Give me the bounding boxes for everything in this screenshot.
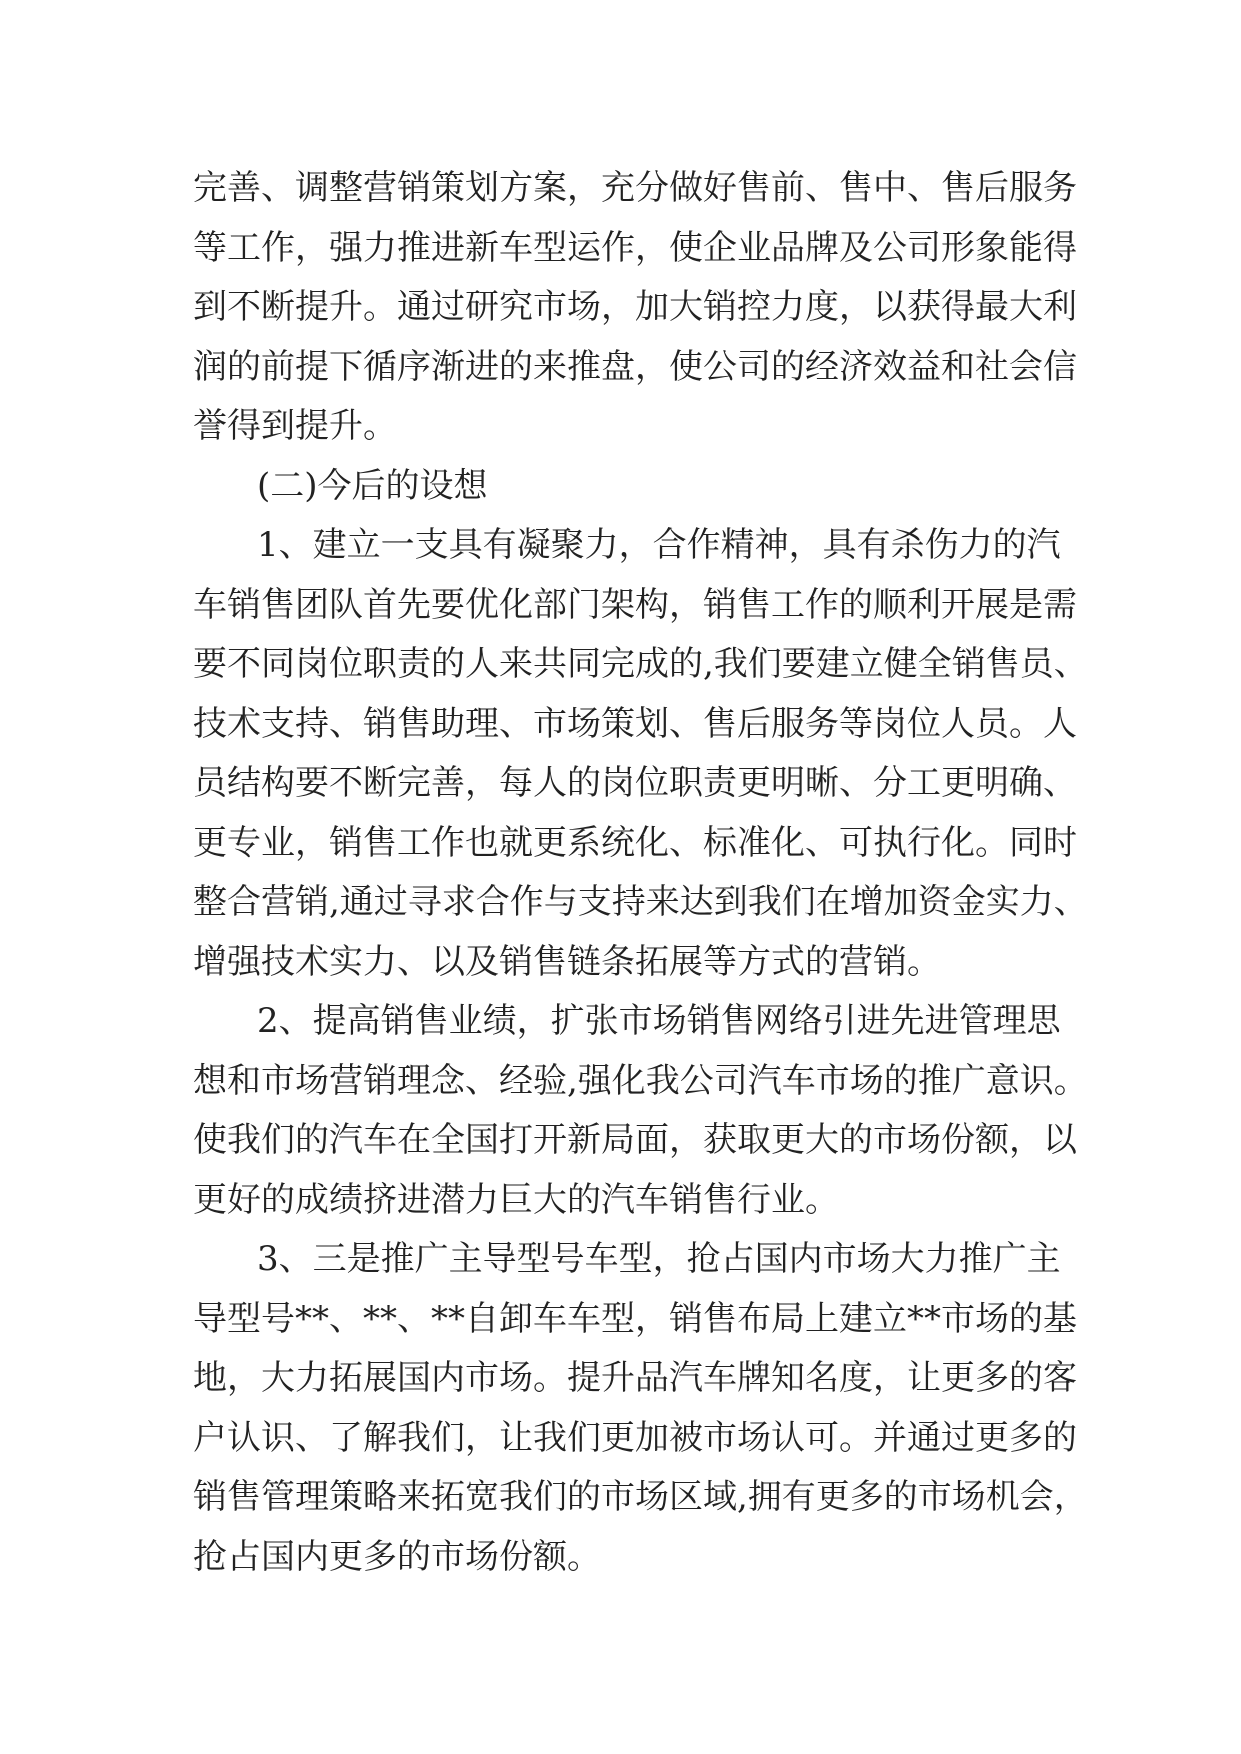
text-line: 更好的成绩挤进潜力巨大的汽车销售行业。	[193, 1179, 839, 1220]
text-line: 抢占国内更多的市场份额。	[193, 1536, 601, 1577]
text-line: 地，大力拓展国内市场。提升品汽车牌知名度，让更多的客	[193, 1358, 1077, 1398]
section-heading: (二)今后的设想	[257, 465, 488, 506]
text-line: 员结构要不断完善，每人的岗位职责更明晰、分工更明确、	[193, 763, 1077, 803]
text-line: 等工作，强力推进新车型运作，使企业品牌及公司形象能得	[193, 227, 1077, 268]
text-line: 完善、调整营销策划方案，充分做好售前、售中、售后服务	[193, 168, 1077, 208]
text-line: 导型号**、**、**自卸车车型，销售布局上建立**市场的基	[193, 1298, 1077, 1339]
text-line: 技术支持、销售助理、市场策划、售后服务等岗位人员。人	[193, 703, 1077, 744]
text-line: 户认识、了解我们，让我们更加被市场认可。并通过更多的	[193, 1417, 1077, 1458]
text-line: 润的前提下循序渐进的来推盘，使公司的经济效益和社会信	[193, 346, 1077, 387]
text-line: 到不断提升。通过研究市场，加大销控力度，以获得最大利	[193, 287, 1077, 327]
text-line: 1、建立一支具有凝聚力，合作精神，具有杀伤力的汽	[257, 525, 1061, 565]
text-line: 要不同岗位职责的人来共同完成的,我们要建立健全销售员、	[193, 644, 1088, 684]
text-line: 使我们的汽车在全国打开新局面，获取更大的市场份额，以	[193, 1120, 1077, 1160]
text-line: 想和市场营销理念、经验,强化我公司汽车市场的推广意识。	[193, 1060, 1088, 1101]
text-line: 销售管理策略来拓宽我们的市场区域,拥有更多的市场机会，	[193, 1477, 1088, 1517]
text-line: 整合营销,通过寻求合作与支持来达到我们在增加资金实力、	[193, 882, 1088, 922]
text-line: 3、三是推广主导型号车型，抢占国内市场大力推广主	[257, 1239, 1061, 1279]
text-line: 增强技术实力、以及销售链条拓展等方式的营销。	[193, 941, 941, 982]
text-line: 更专业，销售工作也就更系统化、标准化、可执行化。同时	[193, 822, 1077, 863]
text-line: 誉得到提升。	[193, 406, 397, 446]
document-body	[193, 159, 1088, 1587]
text-line: 车销售团队首先要优化部门架构，销售工作的顺利开展是需	[193, 584, 1077, 625]
text-line: 2、提高销售业绩，扩张市场销售网络引进先进管理思	[257, 1001, 1061, 1041]
